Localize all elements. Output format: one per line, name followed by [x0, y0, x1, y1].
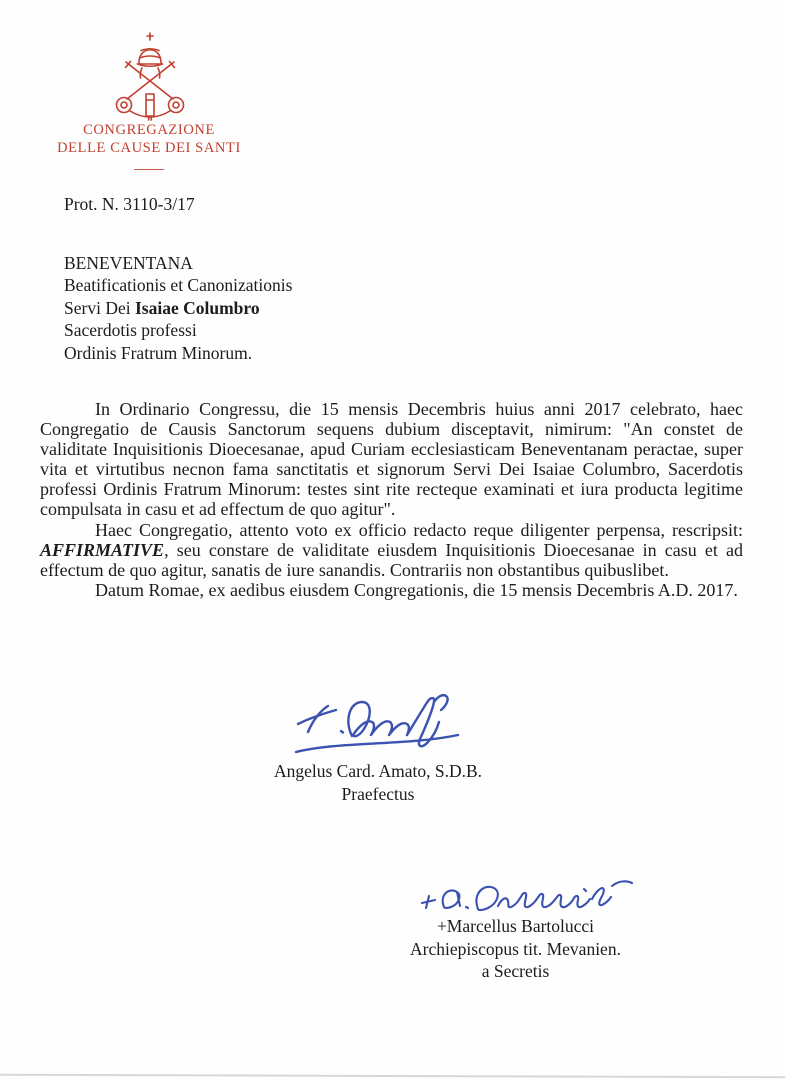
signature2-title2: a Secretis	[481, 961, 550, 981]
org-name-line1: CONGREGAZIONE	[83, 122, 215, 138]
verdict-word: AFFIRMATIVE	[40, 539, 165, 560]
paragraph-2-lead: Haec Congregatio, attento voto ex officio redacto reque diligenter perpensa, rescripsit:	[95, 519, 743, 540]
paragraph-2	[40, 520, 743, 580]
letterhead-divider	[134, 169, 164, 170]
papal-tiara-icon	[138, 33, 163, 78]
servant-prefix: Servi Dei	[64, 297, 135, 318]
scan-edge-shadow	[0, 1074, 785, 1079]
case-heading	[64, 252, 292, 364]
case-order-line: Ordinis Fratrum Minorum.	[64, 342, 253, 363]
signature1-name: Angelus Card. Amato, S.D.B.	[273, 761, 483, 781]
letterhead	[28, 121, 270, 157]
signature1-block	[266, 760, 490, 806]
servant-name: Isaiae Columbro	[134, 297, 260, 318]
protocol-number: Prot. N. 3110-3/17	[64, 194, 195, 214]
paragraph-2-tail: , seu constare de validitate eiusdem Inquisitionis Dioecesanae in casu et ad effectum de quo agitur, sanatis de iure sanandis. Contrariis non obstantibus quibuslibet.	[40, 539, 743, 580]
amato-signature-icon	[286, 686, 481, 766]
signature1-title: Praefectus	[341, 784, 415, 804]
paragraph-3-dateline: Datum Romae, ex aedibus eiusdem Congregationis, die 15 mensis Decembris A.D. 2017.	[95, 579, 738, 600]
case-title: BENEVENTANA	[64, 253, 193, 273]
signature2-title1: Archiepiscopus tit. Mevanien.	[410, 938, 621, 959]
decree-body	[40, 399, 743, 600]
case-rank-line: Sacerdotis professi	[64, 320, 197, 341]
crossed-keys-icon	[117, 62, 184, 113]
cord-tassel-icon	[130, 94, 170, 120]
paragraph-1: In Ordinario Congressu, die 15 mensis Decembris huius anni 2017 celebrato, haec Congregatio de Causis Sanctorum sequens dubium disceptavit, nimirum: "An constet de validitate Inquisitionis Dioecesanae, apud Curiam ecclesiasticam Beneventanam peractae, super vita et virtutibus necnon fama sanctitatis et signorum Servi Dei Isaiae Columbro, Sacerdotis professi Ordinis Fratrum Minorum: testes sint rite recteque examinati et iura producta legitime compulsata in casu et ad effectum de quo agitur".	[40, 399, 743, 520]
vatican-emblem-icon	[103, 30, 197, 125]
org-name-line2: DELLE CAUSE DEI SANTI	[57, 140, 241, 156]
case-servant-line	[64, 297, 292, 319]
signature2-name: +Marcellus Bartolucci	[436, 916, 595, 936]
signature2-block	[393, 915, 638, 983]
case-subtitle: Beatificationis et Canonizationis	[64, 275, 293, 296]
